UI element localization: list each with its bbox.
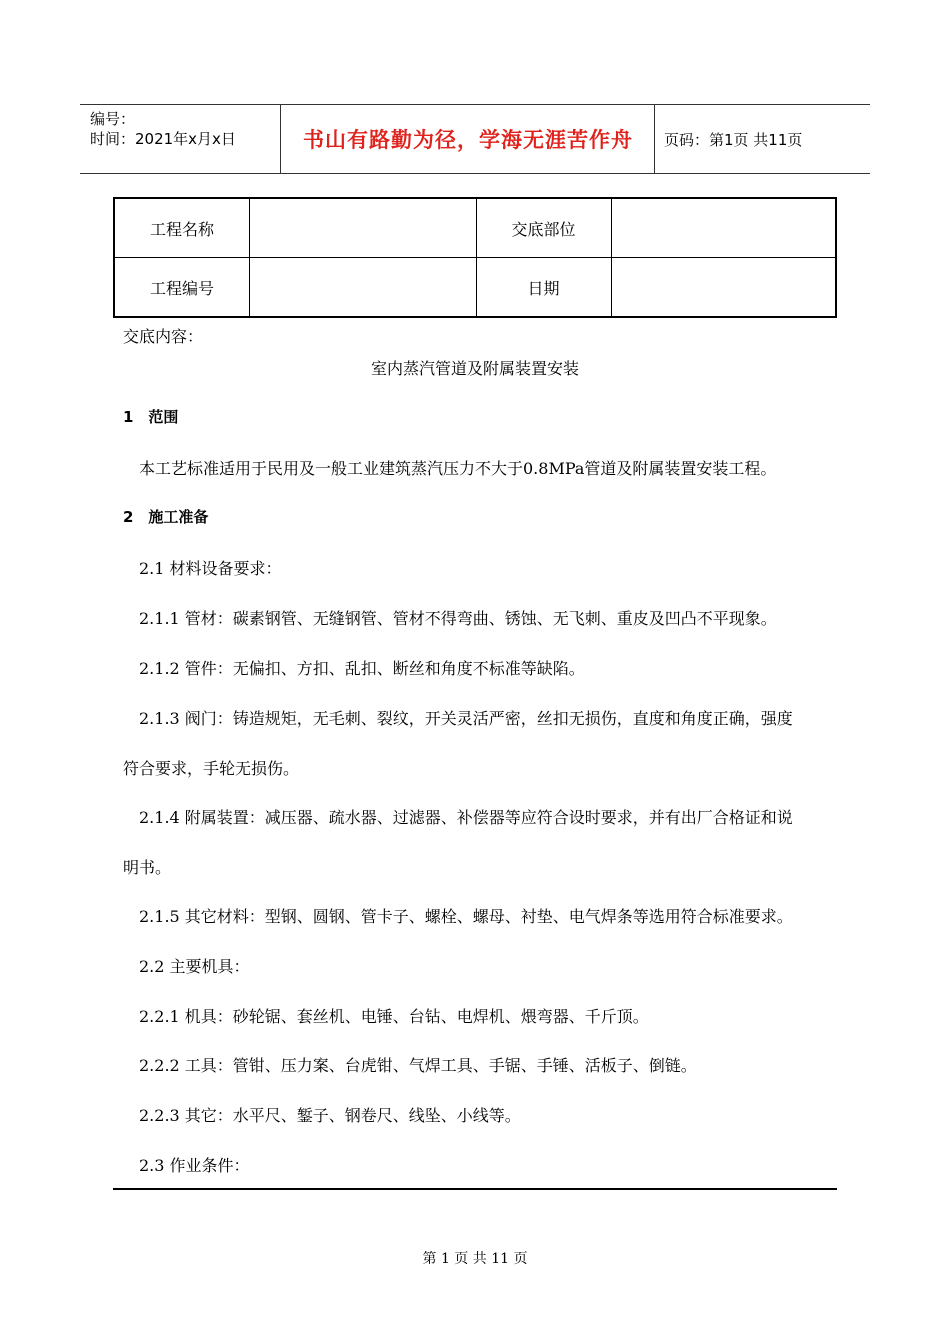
section-2-2-3: 2.2.3 其它：水平尺、錾子、钢卷尺、线坠、小线等。: [139, 1106, 521, 1125]
section-2-2: 2.2 主要机具：: [139, 957, 250, 976]
project-no-value: [249, 258, 476, 316]
section-2-2-1: 2.2.1 机具：砂轮锯、套丝机、电锤、台钻、电焊机、煨弯器、千斤顶。: [139, 1007, 649, 1026]
document-time: 时间：2021年x月x日: [90, 130, 236, 148]
section-2-1: 2.1 材料设备要求：: [139, 559, 282, 578]
document-number: 编号：: [90, 110, 136, 128]
section-2-heading: 2 施工准备: [123, 508, 209, 526]
project-info-table: [113, 197, 837, 318]
section-2-1-2: 2.1.2 管件：无偏扣、方扣、乱扣、断丝和角度不标准等缺陷。: [139, 659, 585, 678]
section-2-1-4-cont: 明书。: [123, 858, 172, 877]
section-2-3: 2.3 作业条件：: [139, 1156, 250, 1175]
section-2-1-3: 2.1.3 阀门：铸造规矩，无毛刺、裂纹，开关灵活严密，丝扣无损伤，直度和角度正确，强度: [139, 709, 793, 728]
section-2-1-1: 2.1.1 管材：碳素钢管、无缝钢管、管材不得弯曲、锈蚀、无飞刺、重皮及凹凸不平现象。: [139, 609, 777, 628]
header-meta: [90, 109, 236, 149]
section-2-1-3-cont: 符合要求，手轮无损伤。: [123, 759, 300, 778]
bottom-rule: [113, 1188, 837, 1190]
page-header: [80, 104, 870, 174]
document-title: 室内蒸汽管道及附属装置安装: [370, 359, 579, 378]
date-value: [611, 258, 835, 316]
disclosure-part-value: [611, 199, 835, 257]
header-page-info: 页码：第1页 共11页: [664, 130, 803, 149]
header-divider: [654, 105, 655, 173]
section-2-1-4: 2.1.4 附属装置：减压器、疏水器、过滤器、补偿器等应符合设时要求，并有出厂合格证和说: [139, 808, 793, 827]
section-2-1-5: 2.1.5 其它材料：型钢、圆钢、管卡子、螺栓、螺母、衬垫、电气焊条等选用符合标准要求。: [139, 907, 793, 926]
section-1-heading: 1 范围: [123, 408, 179, 426]
project-name-value: [249, 199, 476, 257]
page-footer: 第 1 页 共 11 页: [422, 1251, 528, 1267]
section-2-2-2: 2.2.2 工具：管钳、压力案、台虎钳、气焊工具、手锯、手锤、活板子、倒链。: [139, 1056, 697, 1075]
disclosure-part-label: 交底部位: [511, 219, 576, 239]
date-label: 日期: [527, 278, 560, 298]
project-no-label: 工程编号: [149, 278, 214, 298]
header-divider: [280, 105, 281, 173]
disclosure-label: 交底内容：: [123, 327, 204, 346]
project-name-label: 工程名称: [149, 219, 214, 239]
section-1-text: 本工艺标准适用于民用及一般工业建筑蒸汽压力不大于0.8MPa管道及附属装置安装工程。: [139, 459, 777, 478]
header-motto: 书山有路勤为径，学海无涯苦作舟: [303, 128, 633, 152]
